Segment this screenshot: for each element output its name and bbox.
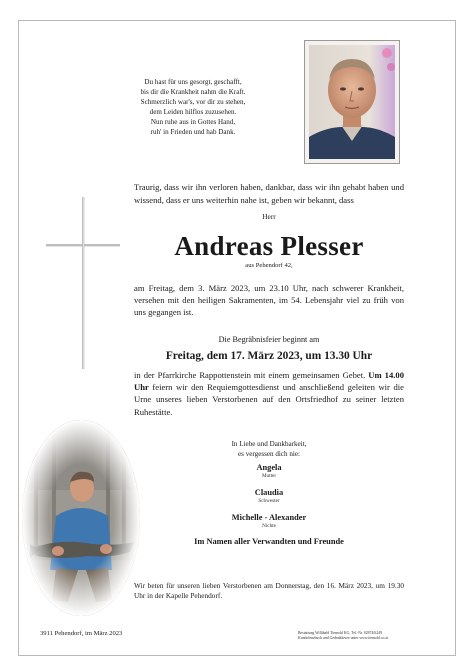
mourner-role: Nichte [262,523,276,529]
mourning-intro [176,439,362,459]
fishing-photo [22,420,140,616]
poem-line: bis dir die Krankheit nahm die Kraft. [140,88,246,96]
funeral-intro: Die Begräbnisfeier beginnt am [218,335,320,344]
poem-line: Du hast für uns gesorgt, geschafft, [144,78,242,86]
mourner-name: Claudia [254,488,284,497]
mourner-entry [176,512,362,529]
salutation: Herr [262,212,276,221]
deceased-name: Andreas Plesser [174,231,364,261]
ceremony-part2: feiern wir den Requiemgottesdienst und anschließend geleiten wir die Urne unseres lieben Verstorbenen auf den Ortsfriedhof zu seiner letzten Ruhestätte. [134,382,404,417]
rosary-notice: Wir beten für unseren lieben Verstorbenen am Donnerstag, den 16. März 2023, um 19.30 Uhr in der Kapelle Pehendorf. [134,581,404,600]
mourner-role: Schwester [258,498,280,504]
mourner-name: Angela [256,463,282,472]
portrait-image [309,45,395,159]
ceremony-part1: in der Pfarrkirche Rappottenstein mit einem gemeinsamen Gebet. [134,370,366,380]
intro-text: Traurig, dass wir ihn verloren haben, dankbar, dass wir ihn gehabt haben und wissend, dass er uns weiterhin nahe ist, geben wir bekannt, dass [134,182,404,205]
funeral-date: Freitag, dem 17. März 2023, um 13.30 Uhr [165,350,373,362]
deceased-origin: aus Pehendorf 42, [245,262,293,269]
poem-line: Nun ruhe aus in Gottes Hand, [150,118,236,126]
place-date: 3911 Pehendorf, im März 2023 [40,630,123,637]
cross-icon [46,197,120,369]
poem-line: Schmerzlich war's, vor dir zu stehen, [140,98,246,106]
mourning-line: es vergessen dich nie: [238,450,300,458]
undertaker-line: Bestattung Willibald Tiemohl KG, Tel.-Nr. 02874/6249 [298,631,383,635]
poem-line: dem Leiden hilflos zuzusehen. [149,108,237,116]
portrait-photo [304,40,400,164]
family-line: Im Namen aller Verwandten und Freunde [194,537,344,546]
mourner-entry [176,487,362,504]
ceremony-text [134,369,404,418]
mourner-entry [176,462,362,479]
undertaker-line: Kondolenzbuch und Gedenkkerze unter www.tiemohl.co.at [298,636,389,640]
ceremony-time: Um 14.00 Uhr [134,370,405,393]
mourner-role: Mutter [261,473,277,479]
mourner-name: Michelle - Alexander [231,513,307,522]
undertaker-info [298,631,440,641]
memorial-poem [118,77,268,137]
mourning-line: In Liebe und Dankbarkeit, [231,440,307,448]
death-notice: am Freitag, dem 3. März 2023, um 23.10 Uhr, nach schwerer Krankheit, versehen mit den heiligen Sakramenten, im 54. Lebensjahr viel zu früh von uns gegangen ist. [134,283,404,318]
poem-line: ruh' in Frieden und hab Dank. [150,128,236,136]
